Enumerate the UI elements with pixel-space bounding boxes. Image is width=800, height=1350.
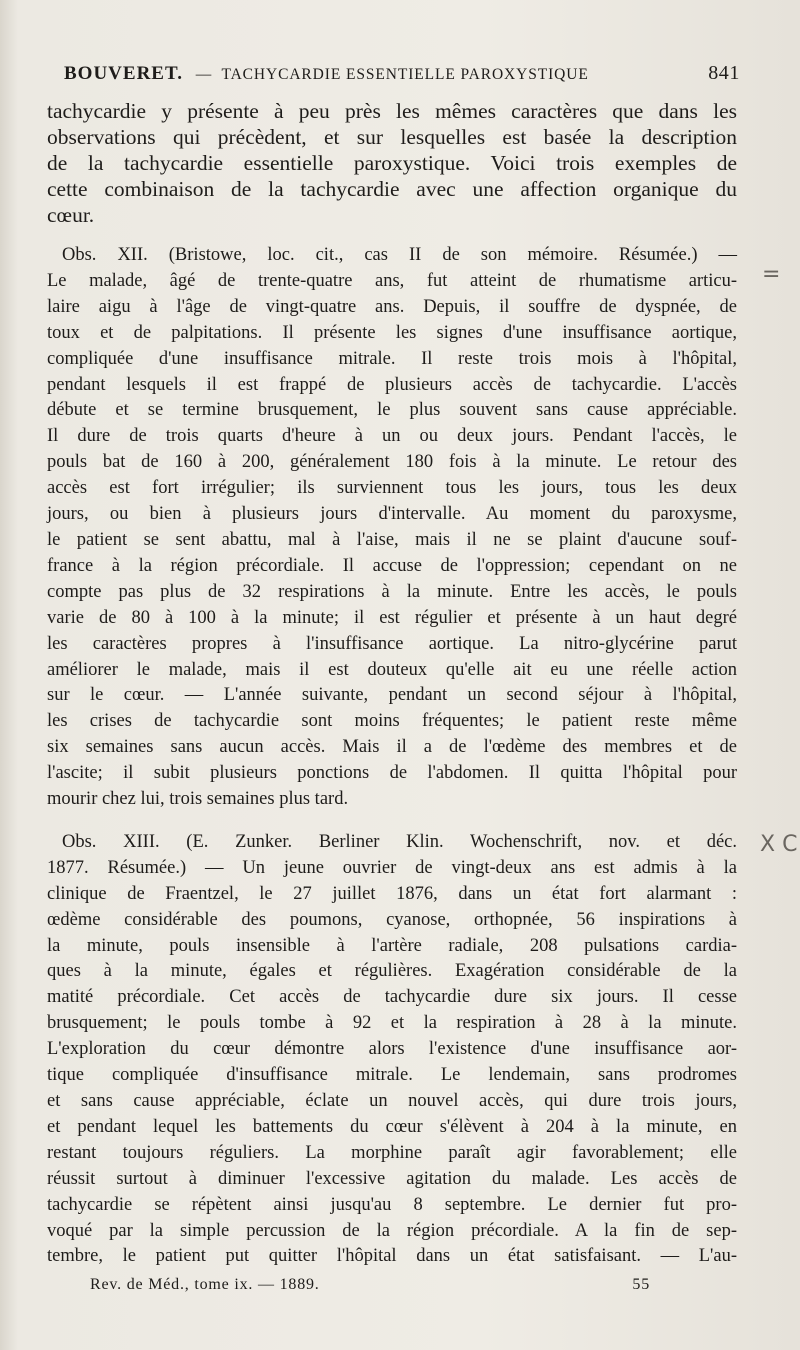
text-line: réussit surtout à diminuer l'excessive agitation du malade. Les accès de <box>47 1168 737 1189</box>
text-line: brusquement; le pouls tombe à 92 et la respiration à 28 à la minute. <box>47 1013 737 1034</box>
text-line: tachycardie y présente à peu près les mêmes caractères que dans les <box>47 99 737 123</box>
text-line: tembre, le patient put quitter l'hôpital dans un état satisfaisant. — L'au- <box>47 1246 737 1267</box>
header-dash: — <box>195 66 213 83</box>
text-line: de la tachycardie essentielle paroxystique. Voici trois exemples de <box>47 151 737 175</box>
text-line: améliorer le malade, mais il est douteux qu'elle ait eu une réelle action <box>47 659 737 680</box>
footer-signature: 55 <box>632 1276 650 1293</box>
footer-journal: Rev. de Méd., tome ix. — 1889. <box>90 1276 320 1293</box>
text-line: jours, ou bien à plusieurs jours d'intervalle. Au moment du paroxysme, <box>47 504 737 525</box>
header-title <box>191 66 708 84</box>
header-title-text: TACHYCARDIE ESSENTIELLE PAROXYSTIQUE <box>221 66 589 83</box>
text-line: tique compliquée d'insuffisance mitrale. Le lendemain, sans prodromes <box>47 1065 737 1086</box>
intro-paragraph <box>47 98 737 228</box>
body-text <box>47 98 737 1270</box>
text-line: Le malade, âgé de trente-quatre ans, fut atteint de rhumatisme articu- <box>47 270 737 291</box>
text-line: clinique de Fraentzel, le 27 juillet 1876, dans un état fort alarmant : <box>47 883 737 904</box>
observation-xii <box>47 243 737 813</box>
text-line: L'exploration du cœur démontre alors l'existence d'une insuffisance aor- <box>47 1039 737 1060</box>
text-line: france à la région précordiale. Il accuse de l'oppression; cependant on ne <box>47 555 737 576</box>
text-line: les crises de tachycardie sont moins fréquentes; le patient reste même <box>47 711 737 732</box>
text-line: 1877. Résumée.) — Un jeune ouvrier de vingt-deux ans est admis à la <box>47 857 737 878</box>
text-line: la minute, pouls insensible à l'artère radiale, 208 pulsations cardia- <box>47 935 737 956</box>
text-line: voqué par la simple percussion de la région précordiale. A la fin de sep- <box>47 1220 737 1241</box>
text-line: varie de 80 à 100 à la minute; il est régulier et présente à un haut degré <box>47 607 737 628</box>
running-header <box>64 62 740 85</box>
text-line: Obs. XII. (Bristowe, loc. cit., cas II de son mémoire. Résumée.) — <box>62 245 737 265</box>
margin-pencil-mark: = <box>762 262 781 287</box>
text-line: sur le cœur. — L'année suivante, pendant un second séjour à l'hôpital, <box>47 685 737 706</box>
text-line: accès est fort irrégulier; ils surviennent tous les jours, tous les deux <box>47 478 737 499</box>
text-line: tachycardie se répètent ainsi jusqu'au 8 septembre. Le dernier fut pro- <box>47 1194 737 1215</box>
text-line: Obs. XIII. (E. Zunker. Berliner Klin. Wochenschrift, nov. et déc. <box>62 831 737 852</box>
text-line: et pendant lequel les battements du cœur s'élèvent à 204 à la minute, en <box>47 1116 737 1137</box>
observation-xiii <box>47 830 737 1270</box>
text-line: cette combinaison de la tachycardie avec une affection organique du <box>47 177 737 201</box>
page-footer <box>90 1276 650 1294</box>
text-line: l'ascite; il subit plusieurs ponctions de l'abdomen. Il quitta l'hôpital pour <box>47 763 737 784</box>
text-line: les caractères propres à l'insuffisance aortique. La nitro-glycérine parut <box>47 633 737 654</box>
text-line: pouls bat de 160 à 200, généralement 180 fois à la minute. Le retour des <box>47 452 737 473</box>
text-line: compte pas plus de 32 respirations à la minute. Entre les accès, le pouls <box>47 581 737 602</box>
text-line: débute et se termine brusquement, le plus souvent sans cause appréciable. <box>47 400 737 421</box>
text-line: six semaines sans aucun accès. Mais il a de l'œdème des membres et de <box>47 737 737 758</box>
text-line: laire aigu à l'âge de vingt-quatre ans. Depuis, il souffre de dyspnée, de <box>47 296 737 317</box>
text-line: restant toujours réguliers. La morphine paraît agir favorablement; elle <box>47 1142 737 1163</box>
header-author: BOUVERET. <box>64 63 183 84</box>
page-number: 841 <box>708 62 740 84</box>
text-line: pendant lesquels il est frappé de plusieurs accès de tachycardie. L'accès <box>47 374 737 395</box>
text-line: Il dure de trois quarts d'heure à un ou deux jours. Pendant l'accès, le <box>47 426 737 447</box>
text-line: œdème considérable des poumons, cyanose, orthopnée, 56 inspirations à <box>47 909 737 930</box>
text-line: le patient se sent abattu, mal à l'aise, mais il ne se plaint d'aucune souf- <box>47 529 737 550</box>
text-line: toux et de palpitations. Il présente les signes d'une insuffisance aortique, <box>47 322 737 343</box>
text-line: mourir chez lui, trois semaines plus tard. <box>47 789 349 810</box>
text-line: matité précordiale. Cet accès de tachycardie dure six jours. Il cesse <box>47 987 737 1008</box>
text-line: cœur. <box>47 203 95 227</box>
text-line: observations qui précèdent, et sur lesquelles est basée la description <box>47 125 737 149</box>
text-line: compliquée d'une insuffisance mitrale. Il reste trois mois à l'hôpital, <box>47 348 737 369</box>
text-line: et sans cause appréciable, éclate un nouvel accès, qui dure trois jours, <box>47 1091 737 1111</box>
text-line: ques à la minute, égales et régulières. Exagération considérable de la <box>47 961 737 982</box>
margin-pencil-mark: X C <box>760 832 798 857</box>
